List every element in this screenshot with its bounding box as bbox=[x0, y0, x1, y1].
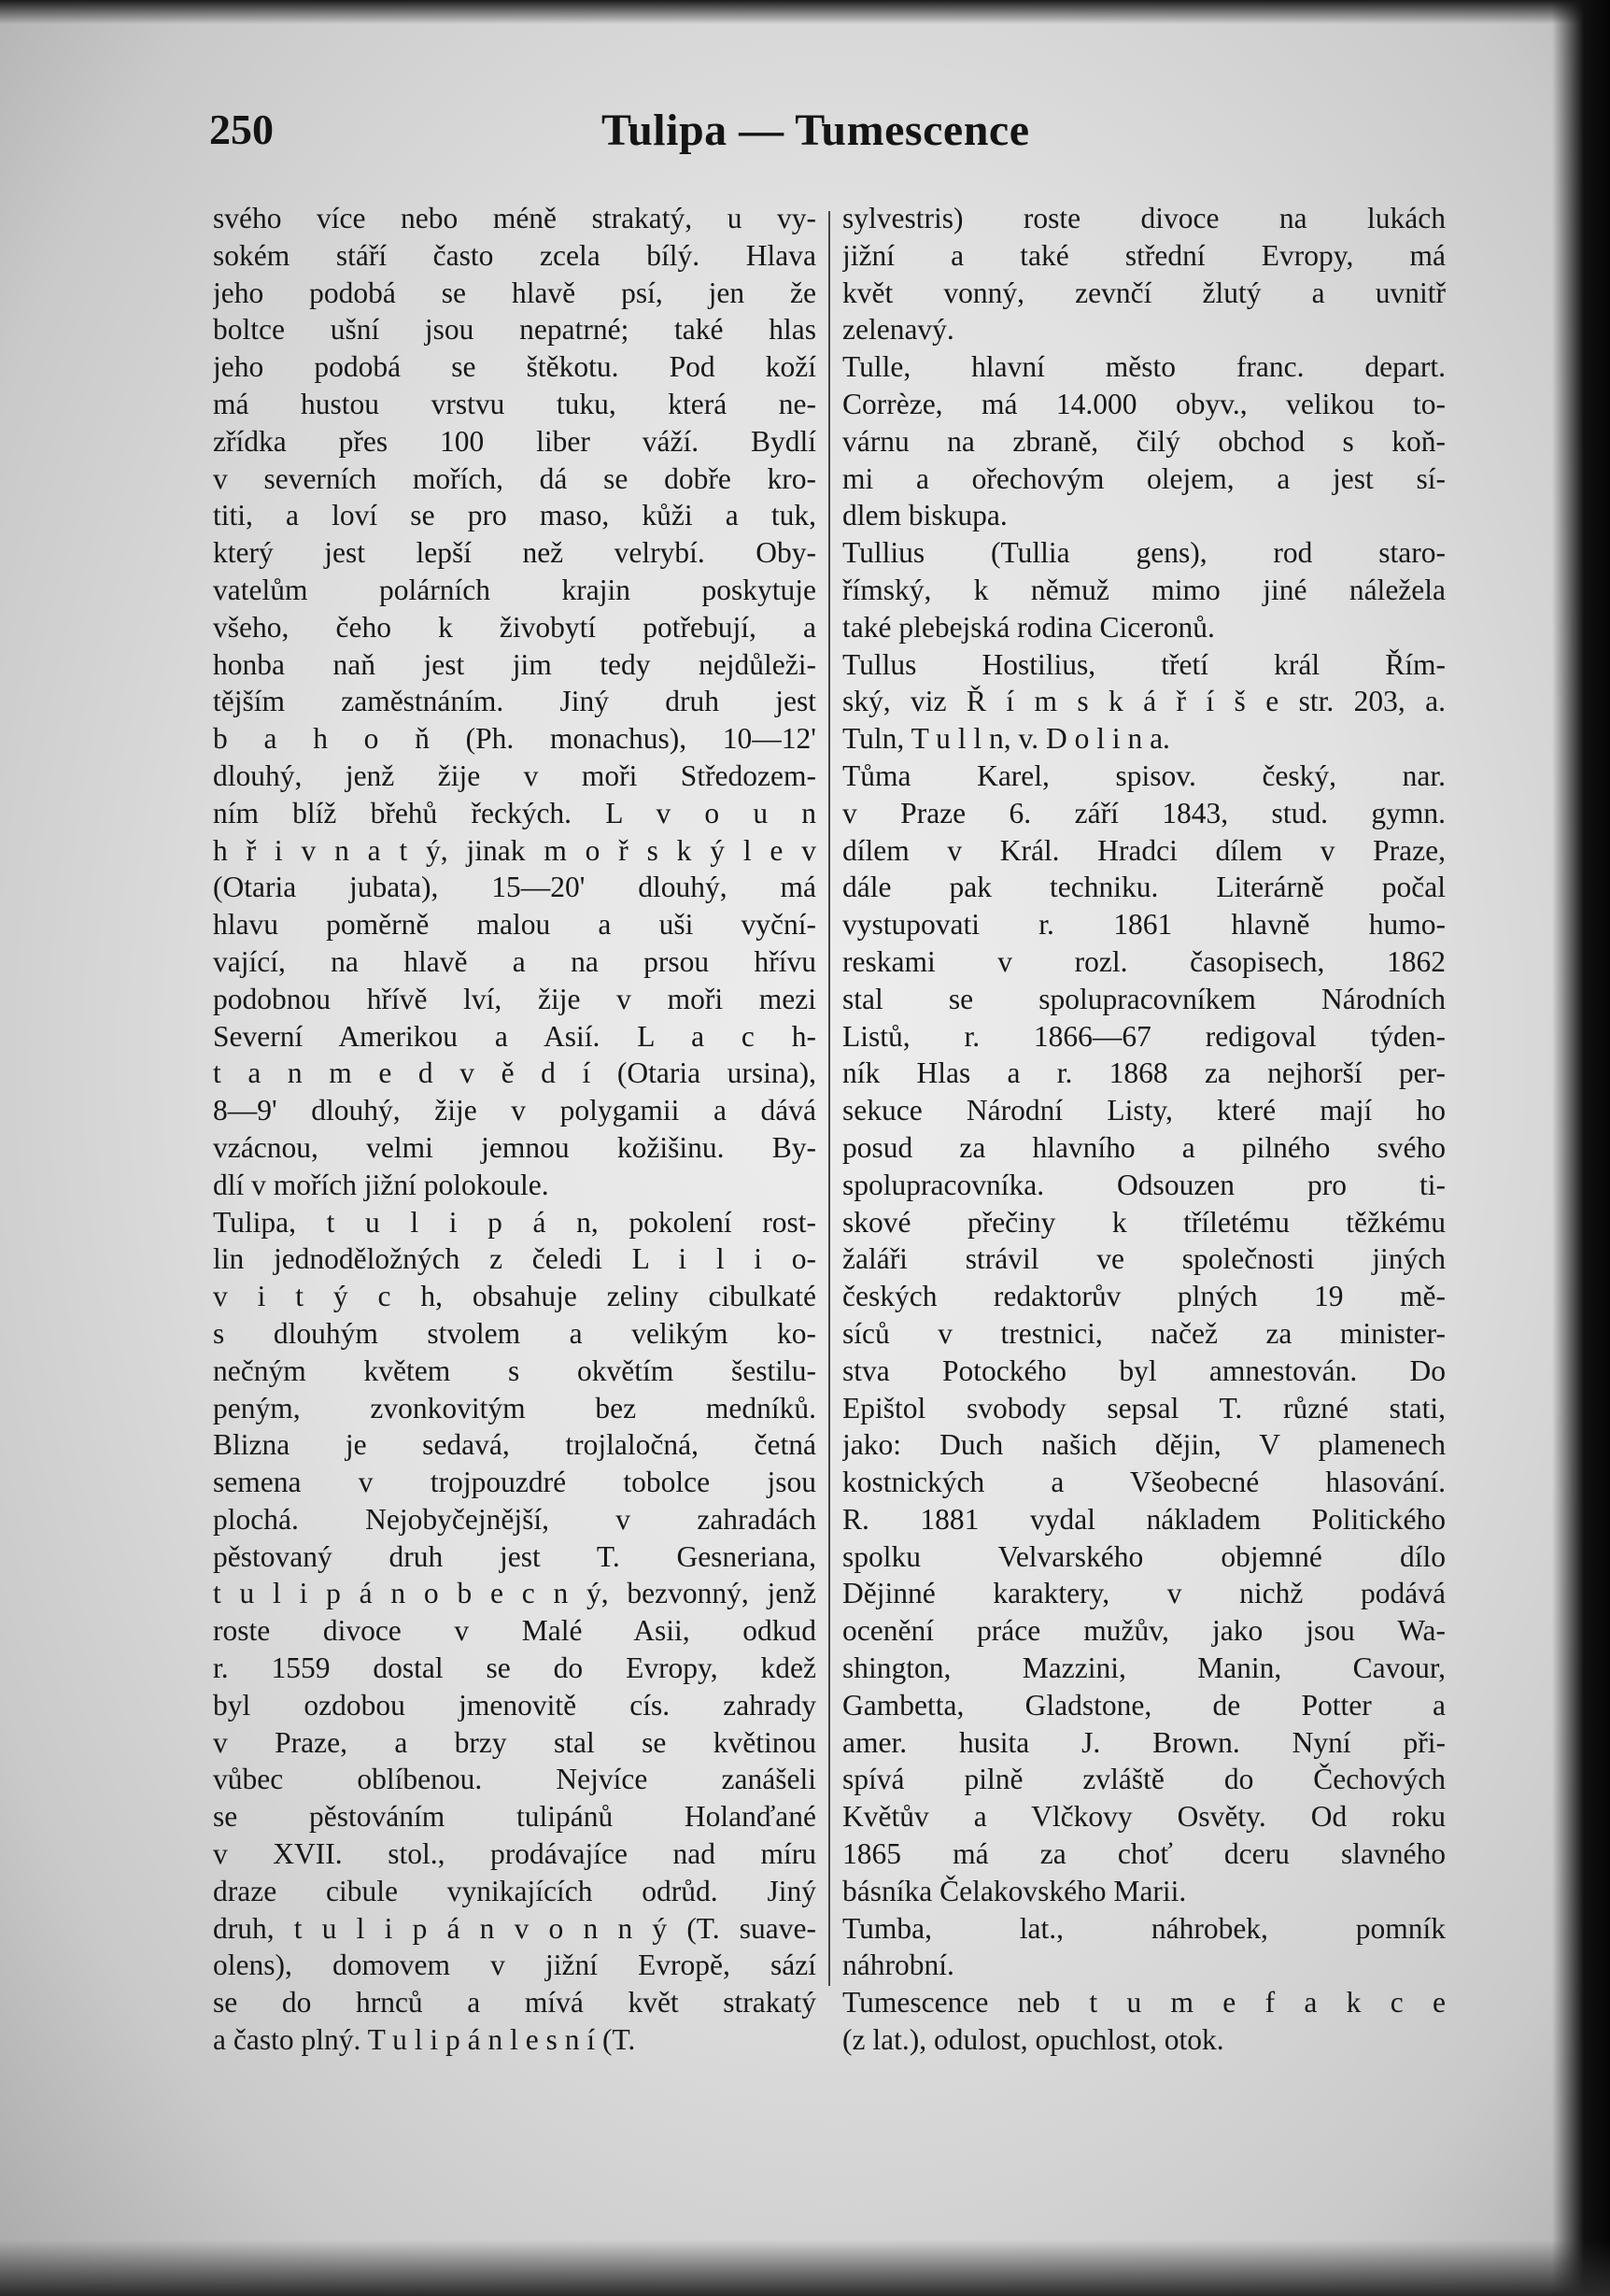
text-line: posud za hlavního a pilného svého bbox=[842, 1130, 1446, 1164]
text-line: várnu na zbraně, čilý obchod s koň- bbox=[842, 424, 1446, 458]
text-line: Dějinné karaktery, v nichž podává bbox=[842, 1577, 1446, 1610]
text-line: peným, zvonkovitým bez medníků. bbox=[213, 1391, 816, 1424]
text-line: s dlouhým stvolem a velikým ko- bbox=[213, 1316, 816, 1350]
text-line: má hustou vrstvu tuku, která ne- bbox=[213, 387, 816, 420]
text-line: (Otaria jubata), 15—20' dlouhý, má bbox=[213, 871, 816, 904]
text-line: stva Potockého byl amnestován. Do bbox=[842, 1354, 1446, 1387]
text-line: dílem v Král. Hradci dílem v Praze, bbox=[842, 833, 1446, 867]
text-line: vající, na hlavě a na prsou hřívu bbox=[213, 944, 816, 978]
text-line: básníka Čelakovského Marii. bbox=[842, 1874, 1187, 1907]
text-line: Tulle, hlavní město franc. depart. bbox=[842, 350, 1446, 384]
text-line: Tullius (Tullia gens), rod staro- bbox=[842, 536, 1446, 570]
text-line: kostnických a Všeobecné hlasování. bbox=[842, 1466, 1446, 1499]
text-line: všeho, čeho k živobytí potřebují, a bbox=[213, 610, 816, 644]
text-line: pěstovaný druh jest T. Gesneriana, bbox=[213, 1539, 816, 1573]
left-column bbox=[213, 200, 816, 2059]
text-line: Severní Amerikou a Asií. L a c h- bbox=[213, 1019, 816, 1053]
right-column bbox=[842, 200, 1446, 2059]
text-line: zelenavý. bbox=[842, 313, 954, 347]
text-line: spolku Velvarského objemné dílo bbox=[842, 1539, 1446, 1573]
text-line: Tullus Hostilius, třetí král Řím- bbox=[842, 647, 1446, 681]
text-line: také plebejská rodina Ciceronů. bbox=[842, 610, 1215, 644]
text-line: ník Hlas a r. 1868 za nejhorší per- bbox=[842, 1056, 1446, 1090]
text-line: ocenění práce mužův, jako jsou Wa- bbox=[842, 1614, 1446, 1648]
text-line: jeho podobá se štěkotu. Pod koží bbox=[213, 350, 816, 384]
text-line: spolupracovníka. Odsouzen pro ti- bbox=[842, 1168, 1446, 1201]
text-line: Tulipa, t u l i p á n, pokolení rost- bbox=[213, 1205, 816, 1239]
text-line: 1865 má za choť dceru slavného bbox=[842, 1837, 1446, 1871]
text-line: boltce ušní jsou nepatrné; také hlas bbox=[213, 313, 816, 347]
text-line: se do hrnců a mívá květ strakatý bbox=[213, 1986, 816, 2020]
text-line: podobnou hřívě lví, žije v moři mezi bbox=[213, 982, 816, 1015]
text-line: (z lat.), odulost, opuchlost, otok. bbox=[842, 2023, 1224, 2057]
text-line: nečným květem s okvětím šestilu- bbox=[213, 1354, 816, 1387]
text-line: dlem biskupa. bbox=[842, 499, 1008, 532]
text-line: reskami v rozl. časopisech, 1862 bbox=[842, 944, 1446, 978]
text-line: ním blíž břehů řeckých. L v o u n bbox=[213, 796, 816, 829]
scan-shadow-top bbox=[0, 0, 1610, 24]
text-line: jeho podobá se hlavě psí, jen že bbox=[213, 276, 816, 309]
text-line: sylvestris) roste divoce na lukách bbox=[842, 202, 1446, 234]
scan-shadow-bottom bbox=[0, 2240, 1610, 2296]
text-line: jižní a také střední Evropy, má bbox=[842, 238, 1446, 272]
text-line: se pěstováním tulipánů Holanďané bbox=[213, 1800, 816, 1834]
text-line: h ř i v n a t ý, jinak m o ř s k ý l e v bbox=[213, 833, 816, 867]
text-line: žaláři strávil ve společnosti jiných bbox=[842, 1242, 1446, 1276]
text-line: vatelům polárních krajin poskytuje bbox=[213, 573, 816, 606]
text-line: Tumescence neb t u m e f a k c e bbox=[842, 1986, 1446, 2020]
text-line: sokém stáří často zcela bílý. Hlava bbox=[213, 238, 816, 272]
text-line: Corrèze, má 14.000 obyv., velikou to- bbox=[842, 387, 1446, 420]
text-line: t u l i p á n o b e c n ý, bezvonný, jenž bbox=[213, 1577, 816, 1610]
text-line: Gambetta, Gladstone, de Potter a bbox=[842, 1688, 1446, 1722]
text-line: Epištol svobody sepsal T. různé stati, bbox=[842, 1391, 1446, 1424]
text-line: svého více nebo méně strakatý, u vy- bbox=[213, 202, 816, 234]
text-line: dále pak techniku. Literárně počal bbox=[842, 871, 1446, 904]
text-line: Listů, r. 1866—67 redigoval týden- bbox=[842, 1019, 1446, 1053]
text-line: který jest lepší než velrybí. Oby- bbox=[213, 536, 816, 570]
text-line: druh, t u l i p á n v o n n ý (T. suave- bbox=[213, 1911, 816, 1945]
text-line: Tůma Karel, spisov. český, nar. bbox=[842, 758, 1446, 792]
text-line: t a n m e d v ě d í (Otaria ursina), bbox=[213, 1056, 816, 1090]
page-number: 250 bbox=[209, 106, 274, 153]
text-line: r. 1559 dostal se do Evropy, kdež bbox=[213, 1651, 816, 1685]
text-line: zřídka přes 100 liber váží. Bydlí bbox=[213, 424, 816, 458]
text-line: květ vonný, zevnčí žlutý a uvnitř bbox=[842, 276, 1446, 309]
text-line: Blizna je sedavá, trojlaločná, četná bbox=[213, 1428, 816, 1462]
page-title: Tulipa — Tumescence bbox=[601, 106, 1030, 155]
text-line: vystupovati r. 1861 hlavně humo- bbox=[842, 908, 1446, 942]
text-line: olens), domovem v jižní Evropě, sází bbox=[213, 1949, 816, 1982]
text-line: českých redaktorův plných 19 mě- bbox=[842, 1280, 1446, 1313]
text-line: v severních mořích, dá se dobře kro- bbox=[213, 461, 816, 495]
text-line: dlouhý, jenž žije v moři Středozem- bbox=[213, 758, 816, 792]
text-line: Tumba, lat., náhrobek, pomník bbox=[842, 1911, 1446, 1945]
text-line: Tuln, T u l l n, v. D o l i n a. bbox=[842, 722, 1170, 756]
column-divider bbox=[828, 211, 830, 1986]
text-line: roste divoce v Malé Asii, odkud bbox=[213, 1614, 816, 1648]
text-line: spívá pilně zvláště do Čechových bbox=[842, 1763, 1446, 1796]
text-line: amer. husita J. Brown. Nyní při- bbox=[842, 1725, 1446, 1759]
text-line: vůbec oblíbenou. Nejvíce zanášeli bbox=[213, 1763, 816, 1796]
text-line: byl ozdobou jmenovitě cís. zahrady bbox=[213, 1688, 816, 1722]
text-line: římský, k němuž mimo jiné náležela bbox=[842, 573, 1446, 606]
text-line: b a h o ň (Ph. monachus), 10—12' bbox=[213, 722, 816, 756]
text-line: v Praze, a brzy stal se květinou bbox=[213, 1725, 816, 1759]
text-line: náhrobní. bbox=[842, 1949, 954, 1982]
text-line: Květův a Vlčkovy Osvěty. Od roku bbox=[842, 1800, 1446, 1834]
text-line: dlí v mořích jižní polokoule. bbox=[213, 1168, 549, 1201]
running-head bbox=[209, 105, 1442, 161]
text-line: stal se spolupracovníkem Národních bbox=[842, 982, 1446, 1015]
text-line: R. 1881 vydal nákladem Politického bbox=[842, 1502, 1446, 1536]
text-line: honba naň jest jim tedy nejdůleži- bbox=[213, 647, 816, 681]
scan-shadow-right bbox=[1552, 0, 1610, 2296]
text-line: plochá. Nejobyčejnější, v zahradách bbox=[213, 1502, 816, 1536]
text-line: mi a ořechovým olejem, a jest sí- bbox=[842, 461, 1446, 495]
text-line: 8—9' dlouhý, žije v polygamii a dává bbox=[213, 1094, 816, 1127]
text-line: tějším zaměstnáním. Jiný druh jest bbox=[213, 685, 816, 718]
text-line: ský, viz Ř í m s k á ř í š e str. 203, a. bbox=[842, 685, 1446, 718]
text-line: a často plný. T u l i p á n l e s n í (T. bbox=[213, 2023, 636, 2057]
text-line: draze cibule vynikajících odrůd. Jiný bbox=[213, 1874, 816, 1907]
text-line: síců v trestnici, načež za minister- bbox=[842, 1316, 1446, 1350]
text-line: vzácnou, velmi jemnou kožišinu. By- bbox=[213, 1130, 816, 1164]
text-line: v i t ý c h, obsahuje zeliny cibulkaté bbox=[213, 1280, 816, 1313]
text-line: semena v trojpouzdré tobolce jsou bbox=[213, 1466, 816, 1499]
text-line: v XVII. stol., prodávajíce nad míru bbox=[213, 1837, 816, 1871]
text-line: jako: Duch našich dějin, V plamenech bbox=[842, 1428, 1446, 1462]
text-line: titi, a loví se pro maso, kůži a tuk, bbox=[213, 499, 816, 532]
text-line: v Praze 6. září 1843, stud. gymn. bbox=[842, 796, 1446, 829]
text-line: lin jednoděložných z čeledi L i l i o- bbox=[213, 1242, 816, 1276]
text-line: skové přečiny k tříletému těžkému bbox=[842, 1205, 1446, 1239]
text-line: shington, Mazzini, Manin, Cavour, bbox=[842, 1651, 1446, 1685]
text-line: hlavu poměrně malou a uši vyční- bbox=[213, 908, 816, 942]
text-line: sekuce Národní Listy, které mají ho bbox=[842, 1094, 1446, 1127]
